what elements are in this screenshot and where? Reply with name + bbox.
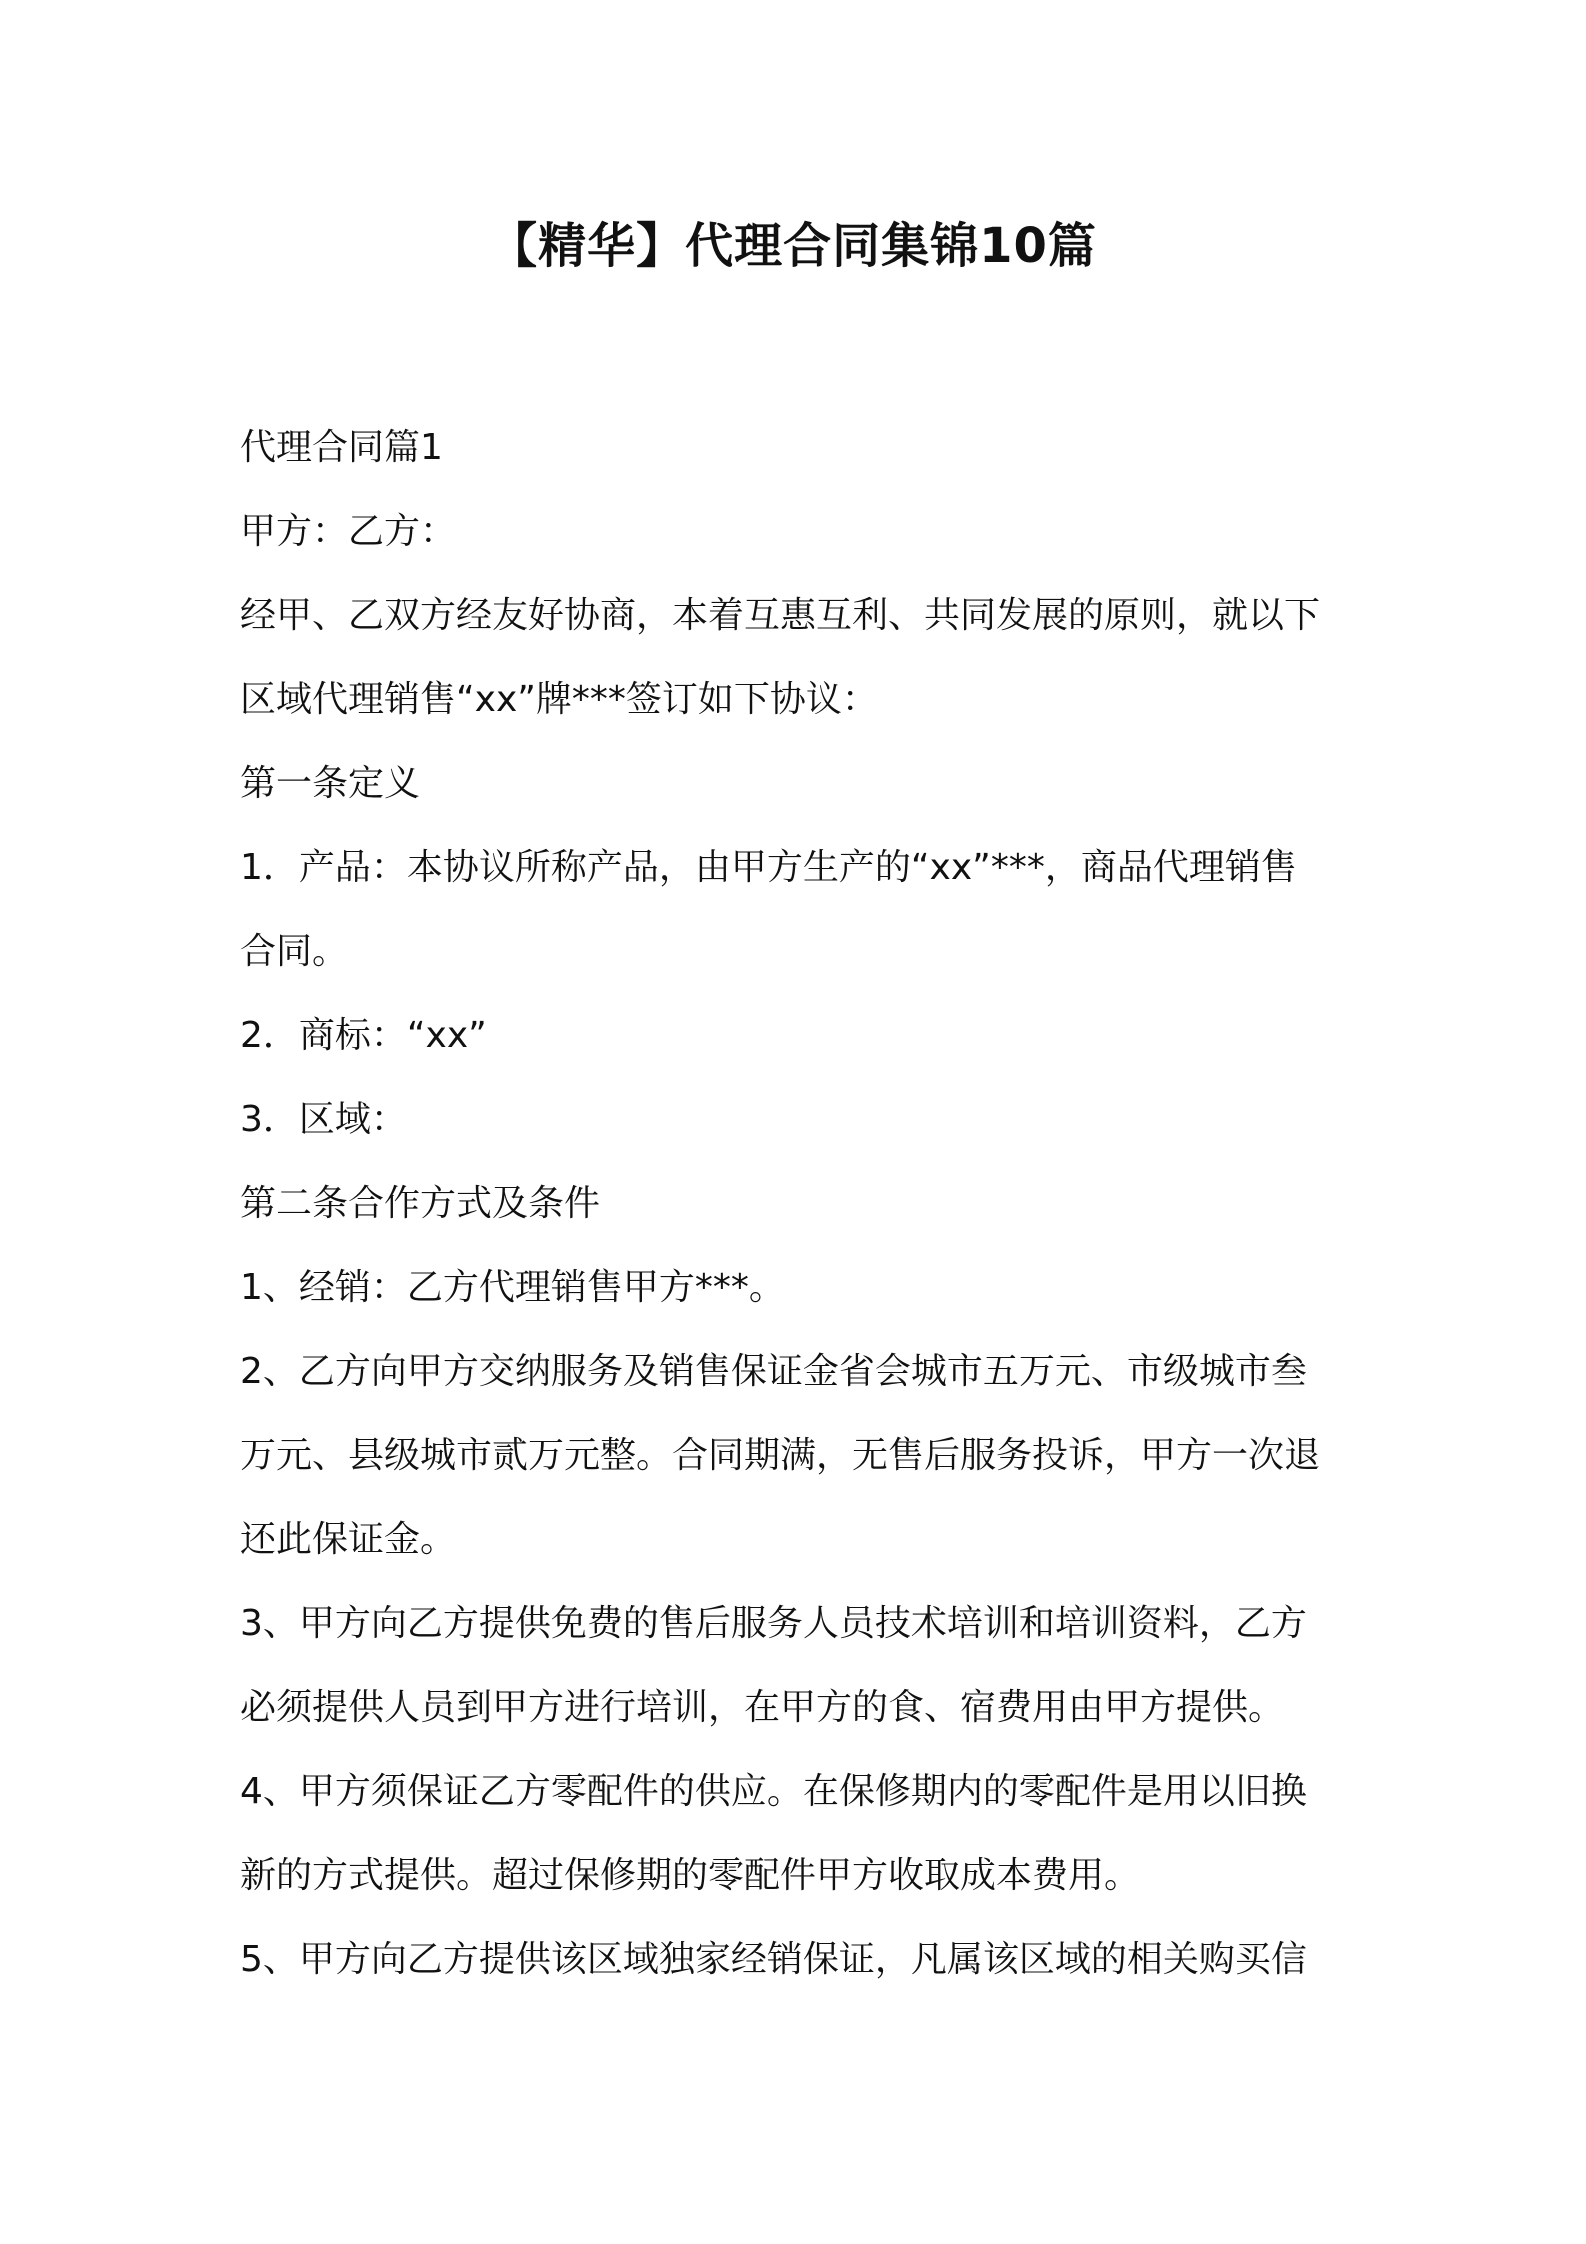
body-line: 1、经销：乙方代理销售甲方***。 xyxy=(240,1267,785,1308)
body-line: 合同。 xyxy=(240,931,349,972)
body-line: 5、甲方向乙方提供该区域独家经销保证，凡属该区域的相关购买信 xyxy=(240,1939,1307,1980)
document-title: 【精华】代理合同集锦10篇 xyxy=(489,218,1097,274)
body-line: 区域代理销售“xx”牌***签订如下协议： xyxy=(240,679,878,720)
body-line: 3．区域： xyxy=(240,1099,407,1140)
body-line: 万元、县级城市贰万元整。合同期满，无售后服务投诉，甲方一次退 xyxy=(240,1435,1321,1476)
body-line: 还此保证金。 xyxy=(240,1519,457,1560)
parties-line: 甲方：乙方： xyxy=(240,511,457,552)
article-heading: 第二条合作方式及条件 xyxy=(240,1183,601,1224)
body-line: 2、乙方向甲方交纳服务及销售保证金省会城市五万元、市级城市叁 xyxy=(240,1351,1307,1392)
body-line: 4、甲方须保证乙方零配件的供应。在保修期内的零配件是用以旧换 xyxy=(240,1771,1307,1812)
body-line: 必须提供人员到甲方进行培训，在甲方的食、宿费用由甲方提供。 xyxy=(240,1687,1285,1728)
body-line: 经甲、乙双方经友好协商，本着互惠互利、共同发展的原则，就以下 xyxy=(240,595,1321,636)
body-line: 2．商标：“xx” xyxy=(240,1015,487,1056)
document-body xyxy=(240,406,1358,2002)
body-line: 3、甲方向乙方提供免费的售后服务人员技术培训和培训资料，乙方 xyxy=(240,1603,1307,1644)
body-line: 1．产品：本协议所称产品，由甲方生产的“xx”***，商品代理销售 xyxy=(240,847,1297,888)
article-heading: 第一条定义 xyxy=(240,763,421,804)
section-heading: 代理合同篇1 xyxy=(240,427,443,468)
body-line: 新的方式提供。超过保修期的零配件甲方收取成本费用。 xyxy=(240,1855,1141,1896)
